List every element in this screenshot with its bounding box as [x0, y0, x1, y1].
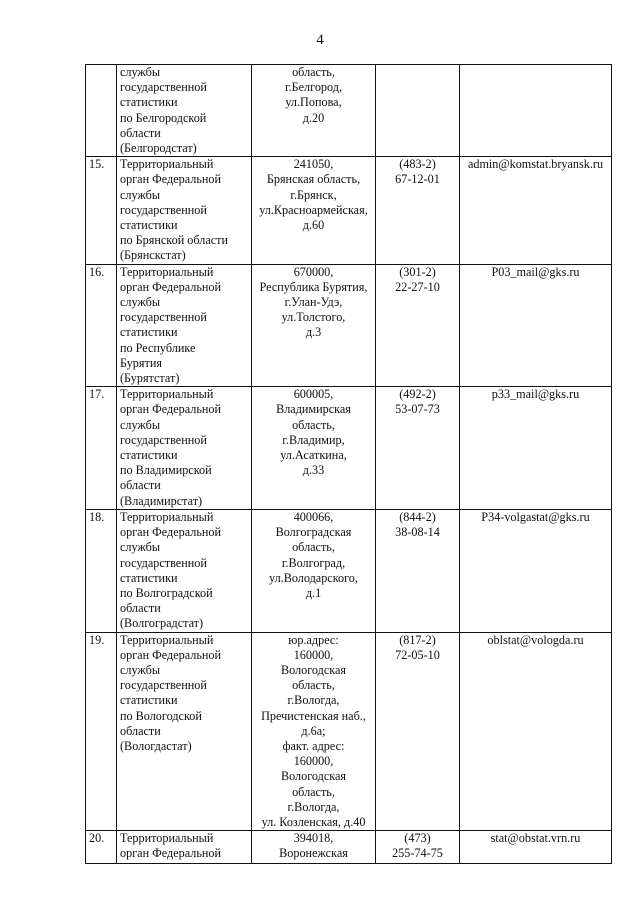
address-line: ул.Асаткина, — [280, 448, 347, 463]
address-line: 160000, — [293, 647, 334, 662]
cell-number: 20. — [86, 831, 117, 864]
name-line: Территориальный — [120, 831, 214, 846]
name-line: области — [120, 601, 161, 616]
phone-line: 38-08-14 — [395, 525, 440, 540]
name-line: государственной — [120, 432, 207, 447]
agencies-table — [85, 64, 612, 864]
name-line: орган Федеральной — [120, 279, 222, 294]
name-line: по Волгоградской — [120, 585, 213, 600]
address-line: юр.адрес: — [288, 632, 339, 647]
address-line: ул.Красноармейская, — [259, 202, 368, 217]
address-line: область, — [292, 417, 335, 432]
name-line: (Вологдастат) — [120, 738, 192, 753]
name-line: статистики — [120, 95, 178, 110]
address-line: Вологодская — [280, 662, 347, 677]
cell-address — [252, 387, 376, 510]
cell-phone — [376, 509, 460, 632]
name-line: службы — [120, 417, 161, 432]
cell-name — [117, 387, 252, 510]
address-line: область, — [292, 540, 335, 555]
cell-name — [117, 65, 252, 157]
name-line: орган Федеральной — [120, 846, 222, 861]
address-line: д.60 — [302, 218, 325, 233]
address-line: г.Брянск, — [290, 187, 337, 202]
name-line: (Владимирстат) — [120, 493, 203, 508]
cell-email: admin@komstat.bryansk.ru — [460, 157, 612, 264]
cell-phone — [376, 65, 460, 157]
address-line: ул. Козленская, д.40 — [261, 814, 366, 829]
cell-number: 15. — [86, 157, 117, 264]
table-row — [86, 157, 612, 264]
phone-line: (473) — [404, 831, 431, 846]
phone-line: (844-2) — [399, 509, 436, 524]
phone-line: (483-2) — [399, 157, 436, 172]
cell-name — [117, 509, 252, 632]
name-line: государственной — [120, 80, 207, 95]
phone-line: 53-07-73 — [395, 402, 440, 417]
address-line: Владимирская — [276, 402, 351, 417]
name-line: (Брянскстат) — [120, 248, 186, 263]
cell-address — [252, 831, 376, 864]
address-line: г.Волгоград, — [281, 555, 346, 570]
phone-line: 255-74-75 — [392, 846, 443, 861]
name-line: (Волгоградстат) — [120, 616, 204, 631]
address-line: г.Улан-Удэ, — [284, 295, 343, 310]
address-line: 160000, — [293, 754, 334, 769]
name-line: статистики — [120, 693, 178, 708]
address-line: д.20 — [302, 110, 325, 125]
table-row — [86, 264, 612, 387]
table-row — [86, 831, 612, 864]
cell-email: P03_mail@gks.ru — [460, 264, 612, 387]
cell-phone — [376, 632, 460, 831]
address-line: Воронежская — [279, 846, 348, 861]
name-line: по Белгородской — [120, 110, 207, 125]
phone-line: 22-27-10 — [395, 279, 440, 294]
address-line: область, — [292, 65, 335, 79]
address-line: д.3 — [305, 325, 322, 340]
name-line: государственной — [120, 555, 207, 570]
cell-address — [252, 157, 376, 264]
name-line: Территориальный — [120, 157, 214, 172]
address-line: область, — [292, 678, 335, 693]
name-line: Территориальный — [120, 264, 214, 279]
address-line: 600005, — [293, 387, 334, 402]
name-line: области — [120, 478, 161, 493]
name-line: (Бурятстат) — [120, 371, 180, 386]
name-line: государственной — [120, 678, 207, 693]
name-line: службы — [120, 662, 161, 677]
name-line: Территориальный — [120, 387, 214, 402]
address-line: г.Белгород, — [284, 80, 343, 95]
cell-name — [117, 264, 252, 387]
address-line: ул.Толстого, — [281, 310, 346, 325]
phone-line: 72-05-10 — [395, 647, 440, 662]
cell-name — [117, 831, 252, 864]
phone-line: (492-2) — [399, 387, 436, 402]
address-line: Пречистенская наб., — [261, 708, 366, 723]
cell-email: p33_mail@gks.ru — [460, 387, 612, 510]
cell-email: P34-volgastat@gks.ru — [460, 509, 612, 632]
address-line: область, — [292, 784, 335, 799]
name-line: службы — [120, 187, 161, 202]
name-line: Территориальный — [120, 509, 214, 524]
name-line: по Вологодской — [120, 708, 202, 723]
address-line: д.6а; — [301, 723, 326, 738]
table-row-continuation — [86, 65, 612, 157]
cell-email — [460, 65, 612, 157]
name-line: Бурятия — [120, 355, 162, 370]
address-line: д.1 — [305, 585, 322, 600]
address-line: Республика Бурятия, — [259, 279, 368, 294]
cell-phone — [376, 264, 460, 387]
cell-name — [117, 157, 252, 264]
name-line: орган Федеральной — [120, 647, 222, 662]
phone-line: 67-12-01 — [395, 172, 440, 187]
cell-address — [252, 65, 376, 157]
address-line: д.33 — [302, 463, 325, 478]
cell-phone — [376, 157, 460, 264]
address-line: г.Владимир, — [282, 432, 345, 447]
name-line: статистики — [120, 218, 178, 233]
address-line: Вологодская — [280, 769, 347, 784]
name-line: орган Федеральной — [120, 525, 222, 540]
address-line: г.Вологда, — [287, 799, 340, 814]
address-line: факт. адрес: — [282, 738, 345, 753]
table-row — [86, 509, 612, 632]
cell-phone — [376, 831, 460, 864]
address-line: 400066, — [293, 509, 334, 524]
address-line: г.Вологда, — [287, 693, 340, 708]
cell-email: stat@obstat.vrn.ru — [460, 831, 612, 864]
name-line: государственной — [120, 310, 207, 325]
name-line: государственной — [120, 202, 207, 217]
address-line: Брянская область, — [266, 172, 361, 187]
cell-address — [252, 632, 376, 831]
name-line: службы — [120, 65, 161, 79]
name-line: орган Федеральной — [120, 172, 222, 187]
name-line: области — [120, 723, 161, 738]
cell-phone — [376, 387, 460, 510]
name-line: службы — [120, 295, 161, 310]
name-line: по Владимирской — [120, 463, 212, 478]
cell-number: 18. — [86, 509, 117, 632]
address-line: 241050, — [293, 157, 334, 172]
address-line: 394018, — [293, 831, 334, 846]
name-line: области — [120, 125, 161, 140]
cell-number: 17. — [86, 387, 117, 510]
name-line: статистики — [120, 448, 178, 463]
cell-address — [252, 509, 376, 632]
phone-line: (817-2) — [399, 632, 436, 647]
address-line: ул.Попова, — [285, 95, 342, 110]
cell-address — [252, 264, 376, 387]
name-line: орган Федеральной — [120, 402, 222, 417]
name-line: по Брянской области — [120, 233, 228, 248]
cell-email: oblstat@vologda.ru — [460, 632, 612, 831]
name-line: Территориальный — [120, 632, 214, 647]
phone-line: (301-2) — [399, 264, 436, 279]
cell-number: 19. — [86, 632, 117, 831]
cell-number — [86, 65, 117, 157]
name-line: службы — [120, 540, 161, 555]
page-number: 4 — [316, 32, 324, 48]
address-line: 670000, — [293, 264, 334, 279]
name-line: статистики — [120, 325, 178, 340]
table-row — [86, 632, 612, 831]
name-line: по Республике — [120, 340, 196, 355]
address-line: ул.Володарского, — [269, 570, 358, 585]
cell-name — [117, 632, 252, 831]
name-line: статистики — [120, 570, 178, 585]
table-row — [86, 387, 612, 510]
name-line: (Белгородстат) — [120, 141, 197, 156]
address-line: Волгоградская — [275, 525, 352, 540]
cell-number: 16. — [86, 264, 117, 387]
